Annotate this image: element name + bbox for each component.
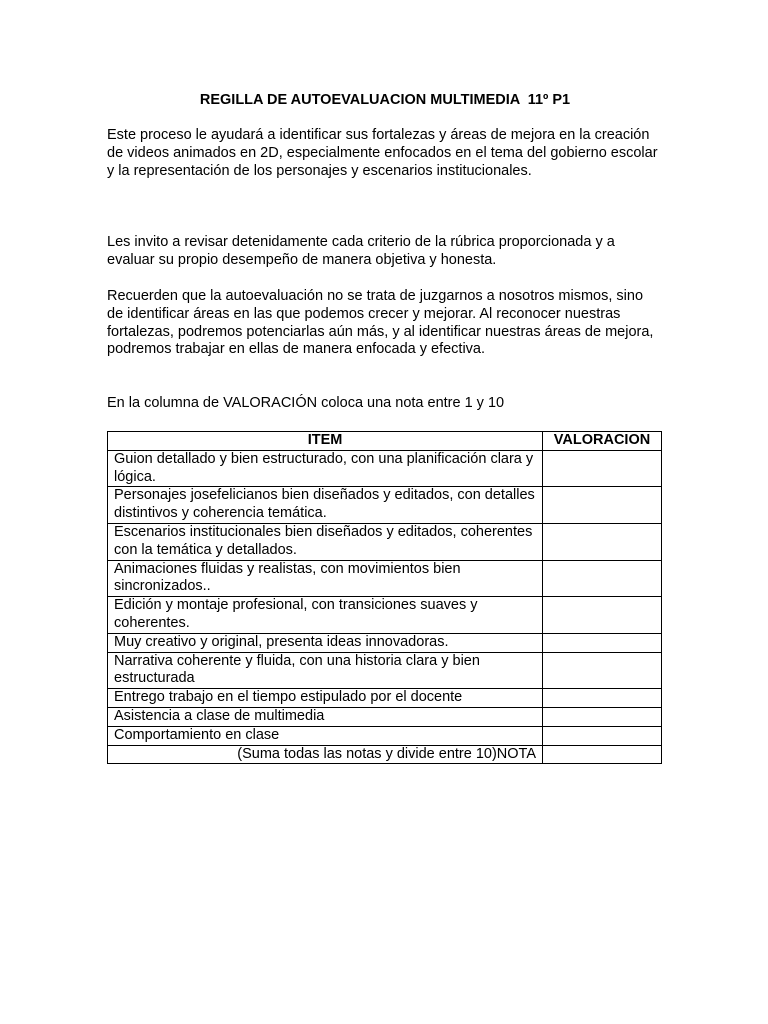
table-row (108, 707, 662, 726)
table-row (108, 487, 662, 524)
evaluation-table (107, 431, 662, 764)
item-cell: Animaciones fluidas y realistas, con movimientos bien sincronizados.. (108, 560, 543, 597)
valoracion-cell[interactable] (543, 523, 662, 560)
table-row (108, 560, 662, 597)
valoracion-cell[interactable] (543, 726, 662, 745)
valoracion-cell[interactable] (543, 633, 662, 652)
document-title: REGILLA DE AUTOEVALUACION MULTIMEDIA 11º P1 (199, 92, 571, 108)
summary-label: (Suma todas las notas y divide entre 10)NOTA (108, 745, 543, 764)
item-cell: Entrego trabajo en el tiempo estipulado por el docente (108, 689, 543, 708)
table-row (108, 597, 662, 634)
valoracion-cell[interactable] (543, 597, 662, 634)
item-cell: Escenarios institucionales bien diseñados y editados, coherentes con la temática y detallados. (108, 523, 543, 560)
invitation-paragraph: Les invito a revisar detenidamente cada criterio de la rúbrica proporcionada y a evaluar su propio desempeño de manera objetiva y honesta. (107, 234, 615, 268)
table-row (108, 633, 662, 652)
item-cell: Muy creativo y original, presenta ideas innovadoras. (108, 633, 543, 652)
item-cell: Edición y montaje profesional, con transiciones suaves y coherentes. (108, 597, 543, 634)
reminder-paragraph: Recuerden que la autoevaluación no se trata de juzgarnos a nosotros mismos, sino de identificar áreas en las que podemos crecer y mejorar. Al reconocer nuestras fortalezas, podremos potenciarlas aún más, y al identificar nuestras áreas de mejora, podremos trabajar en ellas de manera enfocada y efectiva. (107, 288, 654, 358)
item-cell: Comportamiento en clase (108, 726, 543, 745)
summary-row (108, 745, 662, 764)
intro-paragraph: Este proceso le ayudará a identificar sus fortalezas y áreas de mejora en la creación de videos animados en 2D, especialmente enfocados en el tema del gobierno escolar y la representación de los personajes y escenarios institucionales. (107, 127, 658, 179)
valoracion-cell[interactable] (543, 450, 662, 487)
instruction-paragraph: En la columna de VALORACIÓN coloca una nota entre 1 y 10 (107, 395, 505, 411)
valoracion-cell[interactable] (543, 560, 662, 597)
item-cell: Asistencia a clase de multimedia (108, 707, 543, 726)
item-cell: Narrativa coherente y fluida, con una historia clara y bien estructurada (108, 652, 543, 689)
item-cell: Personajes josefelicianos bien diseñados y editados, con detalles distintivos y coherencia temática. (108, 487, 543, 524)
item-column-header: ITEM (108, 432, 543, 451)
table-row (108, 689, 662, 708)
item-cell: Guion detallado y bien estructurado, con una planificación clara y lógica. (108, 450, 543, 487)
table-header-row (108, 432, 662, 451)
valoracion-cell[interactable] (543, 487, 662, 524)
table-row (108, 450, 662, 487)
valoracion-column-header: VALORACION (543, 432, 662, 451)
table-row (108, 652, 662, 689)
valoracion-cell[interactable] (543, 707, 662, 726)
table-row (108, 523, 662, 560)
valoracion-cell[interactable] (543, 689, 662, 708)
table-row (108, 726, 662, 745)
valoracion-cell[interactable] (543, 652, 662, 689)
final-grade-cell[interactable] (543, 745, 662, 764)
